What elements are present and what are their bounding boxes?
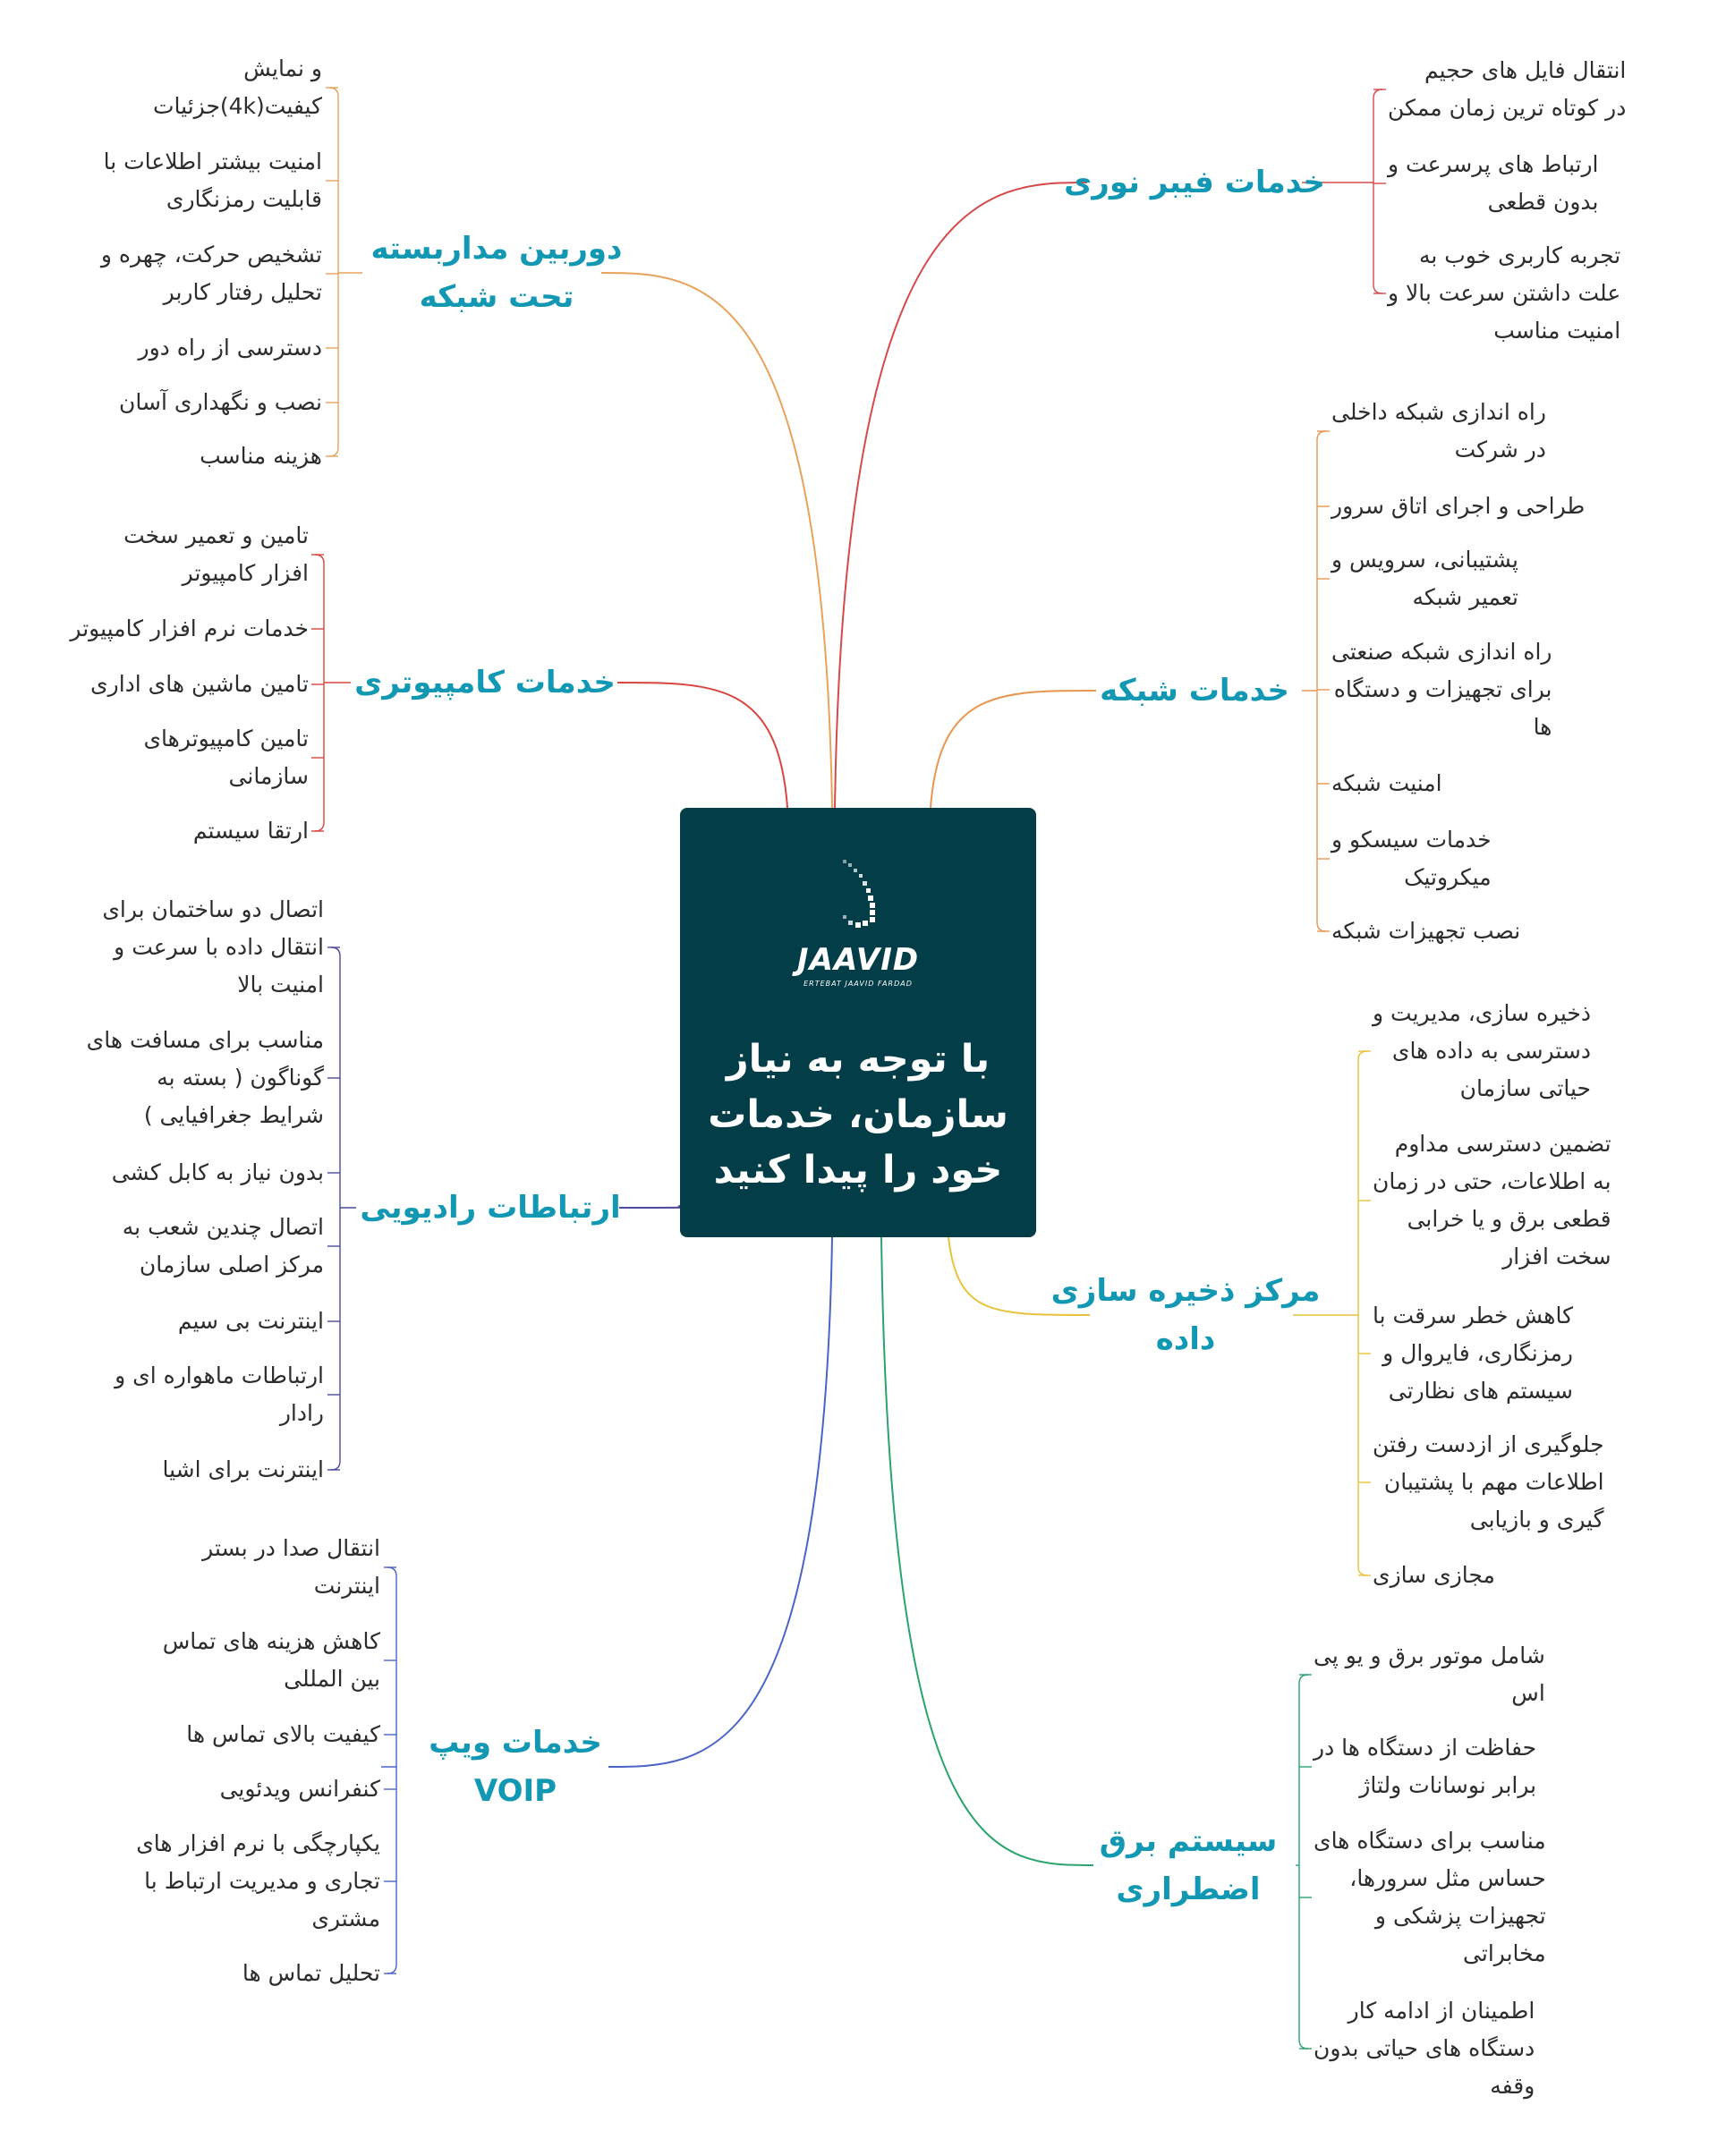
leaf-line: شامل موتور برق و یو پی	[1314, 1642, 1545, 1668]
leaf-item-fiber	[1388, 52, 1626, 127]
leaf-line: سخت افزار	[1502, 1244, 1611, 1269]
leaf-line: اتصال چندین شعب به	[122, 1214, 324, 1240]
branch-title-line: دوربین مداربسته	[370, 231, 623, 267]
leaf-line: دسترسی از راه دور	[138, 335, 322, 361]
leaf-item-computer	[70, 610, 309, 648]
leaf-line: مناسب برای مسافت های	[86, 1027, 324, 1053]
leaf-item-cctv	[200, 437, 322, 475]
leaf-item-storage	[1373, 1426, 1604, 1539]
branch-title-line: داده	[1155, 1321, 1216, 1357]
leaf-line: تامین ماشین های اداری	[90, 671, 309, 697]
leaf-line: تضمین دسترسی مداوم	[1394, 1131, 1611, 1157]
leaf-line: اتصال دو ساختمان برای	[102, 896, 324, 922]
leaf-line: تعمیر شبکه	[1412, 584, 1518, 610]
leaf-line: تحلیل تماس ها	[242, 1960, 380, 1986]
leaf-line: رادار	[279, 1400, 324, 1426]
leaf-line: در کوتاه ترین زمان ممکن	[1388, 95, 1627, 121]
branch-title-line: خدمات ویپ	[429, 1725, 602, 1761]
leaf-line: راه اندازی شبکه صنعتی	[1331, 639, 1552, 665]
leaf-line: ذخیره سازی، مدیریت و	[1373, 1000, 1591, 1026]
leaf-item-cctv	[119, 384, 322, 421]
leaf-line: اس	[1511, 1680, 1545, 1706]
leaf-item-radio	[102, 891, 324, 1004]
leaf-line: اطلاعات مهم با پشتیبان	[1383, 1469, 1604, 1495]
leaf-item-voip	[163, 1623, 380, 1698]
leaf-line: علت داشتن سرعت بالا و	[1388, 280, 1621, 306]
branch-title-line: VOIP	[473, 1773, 557, 1809]
leaf-item-radio	[112, 1154, 324, 1192]
leaf-line: تامین و تعمیر سخت	[123, 522, 309, 548]
leaf-item-network	[1331, 633, 1552, 746]
leaf-line: انتقال فایل های حجیم	[1424, 57, 1627, 83]
central-title	[698, 1031, 1018, 1198]
branch-connector-fiber	[835, 182, 1087, 810]
leaf-item-ups	[1314, 1729, 1536, 1804]
leaf-line: نصب و نگهداری آسان	[119, 389, 322, 415]
branch-title-voip	[336, 1719, 694, 1815]
leaf-line: اینترنت برای اشیا	[162, 1456, 324, 1482]
leaf-item-network	[1331, 765, 1442, 802]
leaf-line: مرکز اصلی سازمان	[139, 1252, 324, 1277]
leaf-line: ارتباط های پرسرعت و	[1388, 151, 1599, 177]
branch-title-line: خدمات شبکه	[1100, 673, 1289, 709]
branch-title-fiber	[1016, 158, 1373, 207]
central-title-line: با توجه به نیاز	[726, 1037, 991, 1082]
leaf-line: نصب تجهیزات شبکه	[1331, 918, 1521, 944]
leaf-line: امنیت مناسب	[1493, 318, 1621, 344]
leaf-item-voip	[220, 1770, 380, 1808]
branch-title-computer	[306, 658, 664, 707]
leaf-item-storage	[1373, 995, 1591, 1108]
leaf-line: شرایط جغرافیایی )	[143, 1102, 324, 1128]
leaf-item-radio	[178, 1303, 324, 1340]
leaf-line: کاهش خطر سرقت با	[1373, 1303, 1573, 1328]
central-title-line: خود را پیدا کنید	[713, 1148, 1003, 1193]
leaf-line: رمزنگاری، فایروال و	[1382, 1340, 1573, 1366]
leaf-line: کنفرانس ویدئویی	[219, 1776, 380, 1802]
leaf-item-ups	[1314, 1992, 1535, 2105]
leaf-item-cctv	[139, 329, 322, 367]
leaf-line: حفاظت از دستگاه ها در	[1314, 1735, 1537, 1761]
leaf-item-cctv	[101, 236, 322, 311]
leaf-line: حساس مثل سرورها،	[1349, 1865, 1546, 1891]
leaf-line: برابر نوسانات ولتاژ	[1359, 1772, 1537, 1798]
leaf-line: حیاتی سازمان	[1459, 1075, 1591, 1101]
leaf-item-ups	[1314, 1822, 1546, 1973]
leaf-line: تجاری و مدیریت ارتباط با	[144, 1868, 380, 1894]
leaf-line: بدون قطعی	[1487, 189, 1599, 215]
leaf-line: مشتری	[311, 1906, 380, 1931]
leaf-line: افزار کامپیوتر	[182, 560, 309, 586]
leaf-item-computer	[143, 720, 309, 795]
leaf-item-fiber	[1388, 146, 1599, 221]
leaf-line: اطمینان از ادامه کار	[1348, 1998, 1535, 2024]
branch-title-line: مرکز ذخیره سازی	[1050, 1273, 1321, 1309]
leaf-line: برای تجهیزات و دستگاه	[1333, 676, 1552, 702]
leaf-line: یکپارچگی با نرم افزار های	[136, 1830, 380, 1856]
leaf-line: خدمات سیسکو و	[1331, 827, 1492, 853]
leaf-line: اینترنت بی سیم	[177, 1308, 324, 1334]
leaf-line: گیری و بازیابی	[1469, 1507, 1604, 1532]
leaf-line: طراحی و اجرای اتاق سرور	[1331, 493, 1586, 519]
leaf-line: گوناگون ( بسته به	[157, 1065, 324, 1091]
leaf-bracket	[1373, 89, 1382, 293]
branch-title-line: سیستم برق	[1099, 1823, 1278, 1859]
branch-title-radio	[311, 1184, 669, 1232]
leaf-item-voip	[202, 1530, 380, 1605]
branch-title-network	[1016, 666, 1373, 715]
leaf-item-radio	[123, 1209, 324, 1284]
leaf-line: پشتیبانی، سرویس و	[1331, 547, 1518, 573]
branch-title-line: ارتباطات رادیویی	[360, 1190, 621, 1226]
branch-title-line: خدمات کامپیوتری	[354, 665, 616, 700]
leaf-line: مخابراتی	[1463, 1940, 1546, 1966]
leaf-item-network	[1331, 488, 1585, 525]
leaf-line: تحلیل رفتار کاربر	[163, 279, 322, 305]
leaf-line: ارتقا سیستم	[192, 818, 309, 844]
leaf-line: مجازی سازی	[1373, 1562, 1495, 1588]
leaf-item-storage	[1373, 1557, 1495, 1594]
leaf-line: سازمانی	[228, 763, 309, 789]
leaf-item-radio	[162, 1451, 324, 1489]
leaf-line: به اطلاعات، حتی در زمان	[1373, 1168, 1611, 1194]
leaf-item-computer	[90, 666, 309, 703]
leaf-line: دستگاه های حیاتی بدون	[1314, 2035, 1535, 2061]
leaf-item-voip	[136, 1825, 380, 1938]
central-title-line: سازمان، خدمات	[708, 1092, 1008, 1137]
leaf-item-voip	[242, 1955, 380, 1992]
leaf-line: خدمات نرم افزار کامپیوتر	[70, 615, 309, 641]
leaf-line: و نمایش	[243, 55, 322, 81]
leaf-line: انتقال داده با سرعت و	[114, 934, 324, 960]
leaf-line: امنیت بالا	[237, 972, 324, 997]
leaf-item-cctv	[153, 50, 322, 125]
leaf-line: ها	[1533, 714, 1552, 740]
leaf-line: اینترنت	[313, 1573, 380, 1599]
leaf-line: جلوگیری از ازدست رفتن	[1373, 1431, 1604, 1457]
branch-title-cctv	[318, 225, 676, 321]
leaf-line: در شرکت	[1454, 437, 1546, 463]
leaf-line: بین المللی	[284, 1666, 380, 1692]
leaf-line: دسترسی به داده های	[1391, 1038, 1591, 1064]
leaf-line: وقفه	[1490, 2073, 1535, 2099]
leaf-line: کیفیت(4k)جزئیات	[153, 93, 322, 119]
leaf-item-network	[1331, 912, 1520, 950]
leaf-line: قابلیت رمزنگاری	[166, 186, 322, 212]
leaf-item-computer	[193, 812, 309, 850]
leaf-line: بدون نیاز به کابل کشی	[111, 1159, 324, 1185]
leaf-item-network	[1331, 541, 1518, 616]
leaf-line: میکروتیک	[1404, 864, 1492, 890]
logo-wordmark: JAAVID	[796, 942, 920, 978]
branch-connector-voip	[608, 1237, 832, 1767]
leaf-line: کیفیت بالای تماس ها	[186, 1721, 380, 1747]
branch-title-line: تحت شبکه	[419, 279, 574, 315]
leaf-line: هزینه مناسب	[200, 443, 322, 469]
branch-title-line: اضطراری	[1116, 1872, 1261, 1907]
central-node	[680, 808, 1036, 1237]
branch-connector-cctv	[601, 273, 832, 808]
leaf-line: راه اندازی شبکه داخلی	[1331, 399, 1546, 425]
leaf-line: مناسب برای دستگاه های	[1314, 1828, 1546, 1854]
leaf-line: سیستم های نظارتی	[1388, 1378, 1573, 1404]
leaf-line: ارتباطات ماهواره ای و	[115, 1362, 324, 1388]
leaf-line: کاهش هزینه های تماس	[162, 1628, 380, 1654]
leaf-item-ups	[1314, 1637, 1545, 1712]
leaf-line: تجهیزات پزشکی و	[1374, 1903, 1546, 1929]
leaf-line: امنیت شبکه	[1331, 770, 1442, 796]
leaf-item-radio	[115, 1357, 324, 1432]
leaf-item-voip	[186, 1716, 380, 1753]
leaf-line: تشخیص حرکت، چهره و	[100, 242, 322, 267]
leaf-line: تجربه کاربری خوب به	[1418, 242, 1621, 268]
leaf-item-network	[1331, 394, 1546, 469]
leaf-item-computer	[123, 517, 309, 592]
leaf-line: امنیت بیشتر اطلاعات با	[103, 149, 322, 174]
leaf-item-network	[1331, 821, 1492, 896]
leaf-item-radio	[87, 1022, 324, 1134]
branch-title-line: خدمات فیبر نوری	[1064, 165, 1325, 200]
leaf-item-storage	[1373, 1125, 1611, 1276]
leaf-item-storage	[1373, 1297, 1573, 1410]
leaf-line: قطعی برق و یا خرابی	[1407, 1206, 1611, 1232]
leaf-line: تامین کامپیوترهای	[143, 726, 309, 751]
leaf-line: انتقال صدا در بستر	[202, 1535, 380, 1561]
branch-title-storage	[1007, 1267, 1365, 1363]
leaf-item-cctv	[104, 143, 322, 218]
logo-subtitle: ERTEBAT JAAVID FARDAD	[803, 980, 913, 988]
leaf-item-fiber	[1388, 237, 1620, 350]
